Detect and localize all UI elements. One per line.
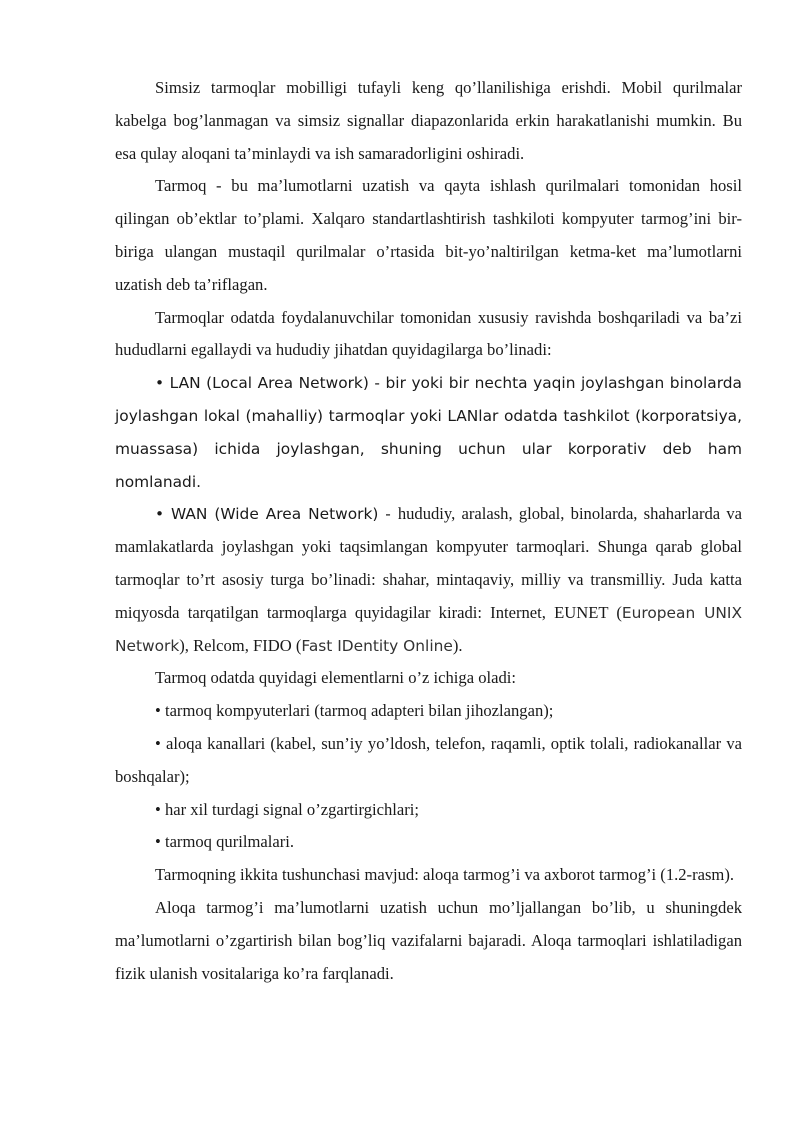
document-page <box>115 72 742 990</box>
paragraph-text: Simsiz tarmoqlar mobilligi tufayli keng qo’llanilishiga erishdi. Mobil qurilmalar kabelga bog’lanmagan va simsiz signallar diapazonlarida erkin harakatlanishi mumkin. Bu esa qulay aloqani ta’minlaydi va ish samaradorligini oshiradi. <box>115 78 742 163</box>
paragraph-text: • tarmoq kompyuterlari (tarmoq adapteri bilan jihozlangan); <box>155 701 554 721</box>
paragraph-text: ). <box>452 635 463 655</box>
list-item-wan <box>115 498 742 662</box>
paragraph-text: • har xil turdagi signal o’zgartirgichlari; <box>155 799 420 819</box>
wan-term: • WAN (Wide Area Network) - <box>155 505 398 524</box>
paragraph-text: Aloqa tarmog’i ma’lumotlarni uzatish uchun mo’ljallangan bo’lib, u shuningdek ma’lumotlarni o’zgartirish bilan bog’liq vazifalarni bajaradi. Aloqa tarmoqlari ishlatiladigan fizik ulanish vositalariga ko’ra farqlanadi. <box>115 897 742 983</box>
paragraph-text: Tarmoqlar odatda foydalanuvchilar tomonidan xususiy ravishda boshqariladi va ba’zi hududlarni egallaydi va hududiy jihatdan quyidagilarga bo’linadi: <box>115 307 742 360</box>
paragraph-text: Tarmoq odatda quyidagi elementlarni o’z ichiga oladi: <box>155 668 517 688</box>
paragraph-text: hududiy, aralash, global, binolarda, shaharlarda va mamlakatlarda joylashgan yoki taqsimlangan kompyuter tarmoqlari. Shunga qarab global tarmoqlar to’rt asosiy turga bo’linadi: shahar, mintaqaviy, milliy va transmilliy. Juda katta miqyosda tarqatilgan tarmoqlarga quyidagilar kiradi: Internet, EUNET ( <box>115 504 742 622</box>
paragraph-network-definition <box>115 170 742 301</box>
fido-expansion: Fast IDentity Online <box>301 636 453 655</box>
paragraph-network-division <box>115 302 742 368</box>
paragraph-text: • LAN (Local Area Network) - bir yoki bir nechta yaqin joylashgan binolarda joylashgan lokal (mahalliy) tarmoqlar yoki LANlar odatda tashkilot (korporatsiya, muassasa) ichida joylashgan, shuning uchun ular korporativ deb ham nomlanadi. <box>115 374 742 491</box>
eunet-expansion: European UNIX Network <box>115 603 743 655</box>
paragraph-text: Tarmoqning ikkita tushunchasi mavjud: aloqa tarmog’i va axborot tarmog’i (1.2-rasm). <box>155 865 735 885</box>
paragraph-communication-network <box>115 892 742 990</box>
list-item-lan <box>115 367 742 498</box>
paragraph-text: • aloqa kanallari (kabel, sun’iy yo’ldosh, telefon, raqamli, optik tolali, radiokanallar va boshqalar); <box>115 733 742 786</box>
paragraph-network-elements-intro <box>115 662 742 695</box>
list-item-converters <box>115 794 742 827</box>
paragraph-text: • tarmoq qurilmalari. <box>155 832 294 852</box>
list-item-computers <box>115 695 742 728</box>
list-item-channels <box>115 728 742 794</box>
paragraph-wireless-mobility <box>115 72 742 170</box>
paragraph-text: Tarmoq - bu ma’lumotlarni uzatish va qayta ishlash qurilmalari tomonidan hosil qilingan ob’ektlar to’plami. Xalqaro standartlashtirish tashkiloti kompyuter tarmog’ini bir-biriga ulangan mustaqil qurilmalar o’rtasida bit-yo’naltirilgan ketma-ket ma’lumotlarni uzatish deb ta’riflagan. <box>115 176 742 294</box>
paragraph-text: ), Relcom, FIDO ( <box>179 635 302 655</box>
paragraph-network-concepts <box>115 859 742 892</box>
list-item-devices <box>115 826 742 859</box>
